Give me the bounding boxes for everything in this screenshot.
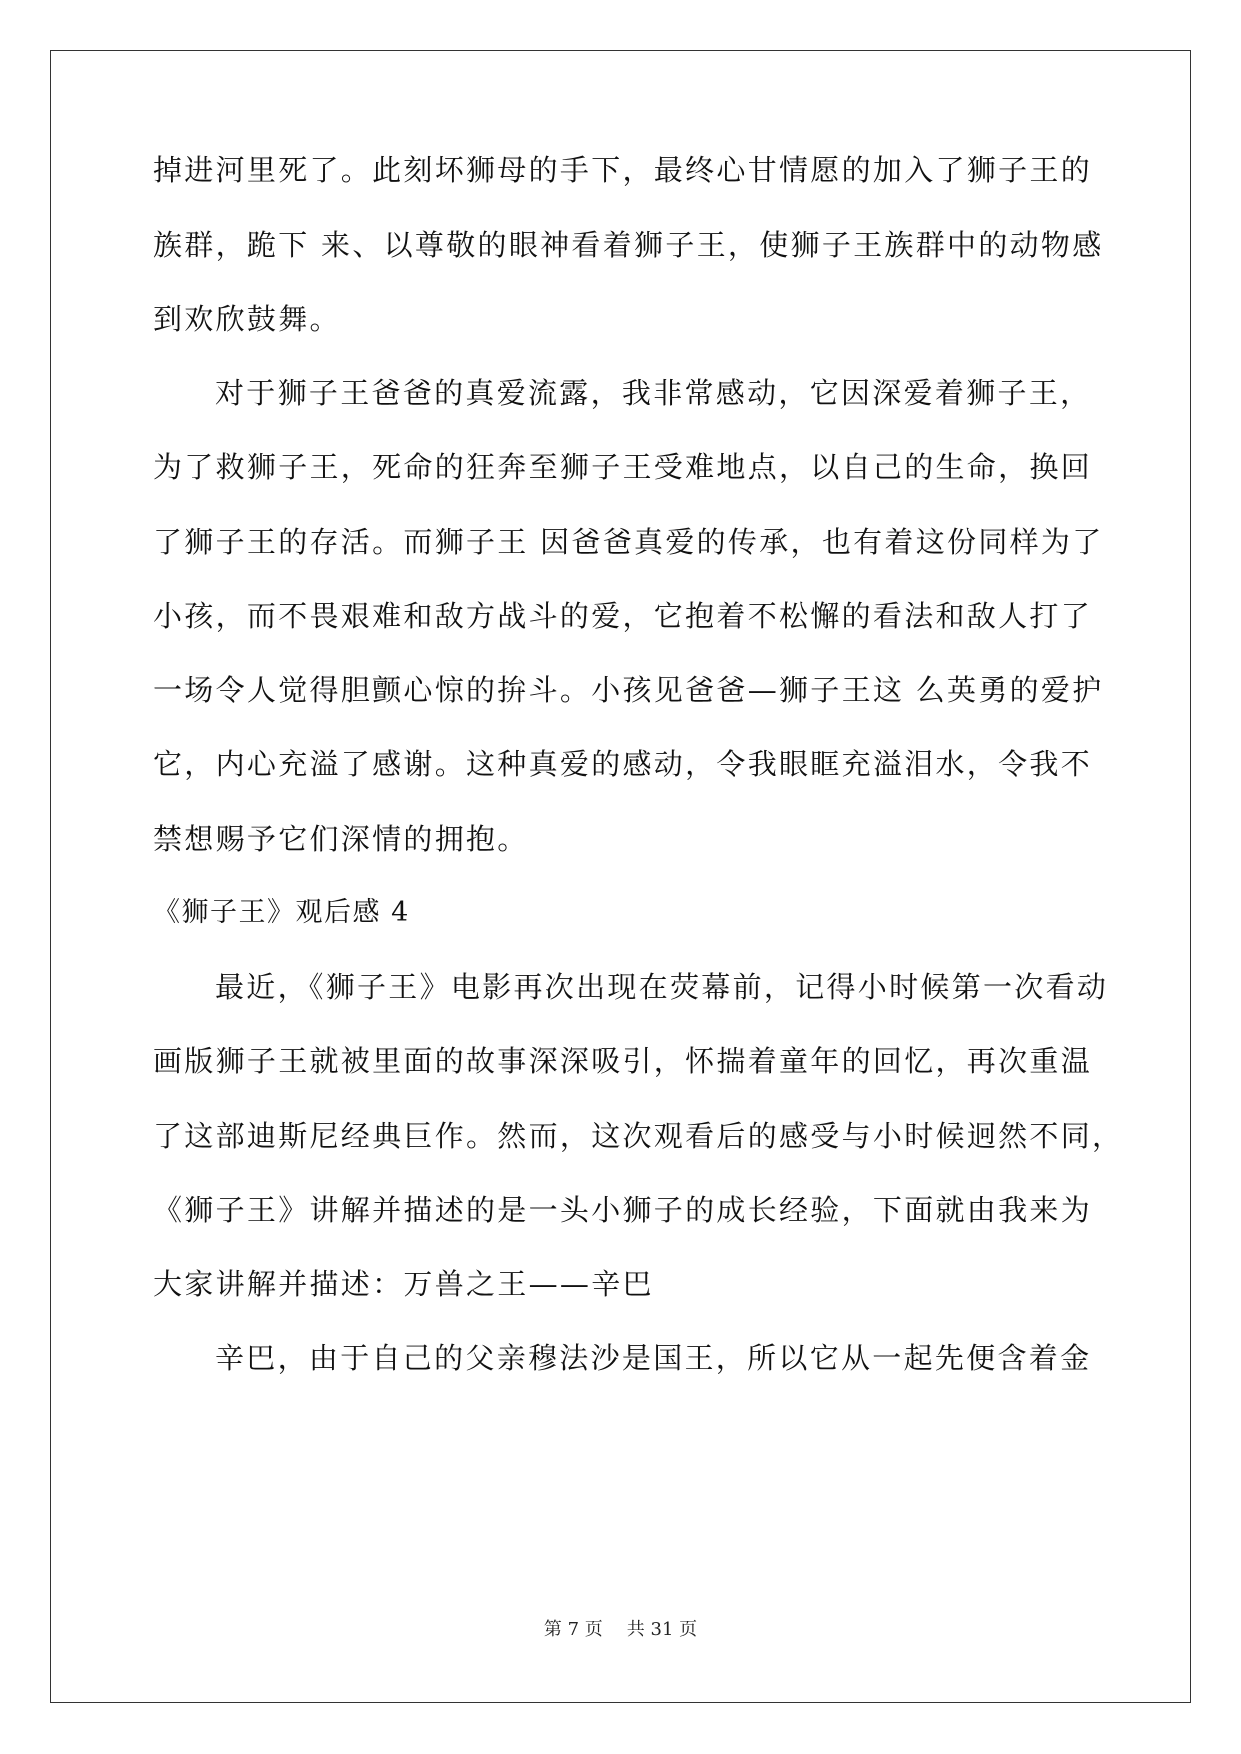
text-line: 《狮子王》讲解并描述的是一头小狮子的成长经验，下面就由我来为 — [153, 1193, 1093, 1227]
page-number: 第 7 页 — [543, 1619, 603, 1640]
section-heading: 《狮子王》观后感 4 — [153, 897, 410, 928]
text-line: 小孩，而不畏艰难和敌方战斗的爱，它抱着不松懈的看法和敌人打了 — [153, 599, 1093, 633]
text-line: 禁想赐予它们深情的拥抱。 — [153, 822, 529, 856]
page-border — [50, 50, 1191, 1703]
paragraph-first-line: 最近，《狮子王》电影再次出现在荧幕前，记得小时候第一次看动 — [215, 970, 1109, 1004]
text-line: 为了救狮子王，死命的狂奔至狮子王受难地点，以自己的生命，换回 — [153, 450, 1093, 484]
text-line: 画版狮子王就被里面的故事深深吸引，怀揣着童年的回忆，再次重温 — [153, 1044, 1093, 1078]
text-line: 大家讲解并描述：万兽之王——辛巴 — [153, 1267, 654, 1301]
text-line: 族群，跪下 来、以尊敬的眼神看着狮子王，使狮子王族群中的动物感 — [153, 228, 1104, 262]
page-footer — [0, 1618, 1241, 1642]
paragraph-first-line: 对于狮子王爸爸的真爱流露，我非常感动，它因深爱着狮子王， — [215, 376, 1092, 410]
text-line: 掉进河里死了。此刻坏狮母的手下，最终心甘情愿的加入了狮子王的 — [153, 153, 1093, 187]
text-line: 了这部迪斯尼经典巨作。然而，这次观看后的感受与小时候迥然不同， — [153, 1119, 1124, 1153]
page-total: 共 31 页 — [626, 1619, 698, 1640]
text-line: 它，内心充溢了感谢。这种真爱的感动，令我眼眶充溢泪水，令我不 — [153, 747, 1093, 781]
paragraph-first-line: 辛巴，由于自己的父亲穆法沙是国王，所以它从一起先便含着金 — [215, 1341, 1092, 1375]
text-line: 一场令人觉得胆颤心惊的拚斗。小孩见爸爸—狮子王这 么英勇的爱护 — [153, 673, 1104, 707]
text-line: 了狮子王的存活。而狮子王 因爸爸真爱的传承，也有着这份同样为了 — [153, 525, 1104, 559]
text-line: 到欢欣鼓舞。 — [153, 302, 341, 336]
